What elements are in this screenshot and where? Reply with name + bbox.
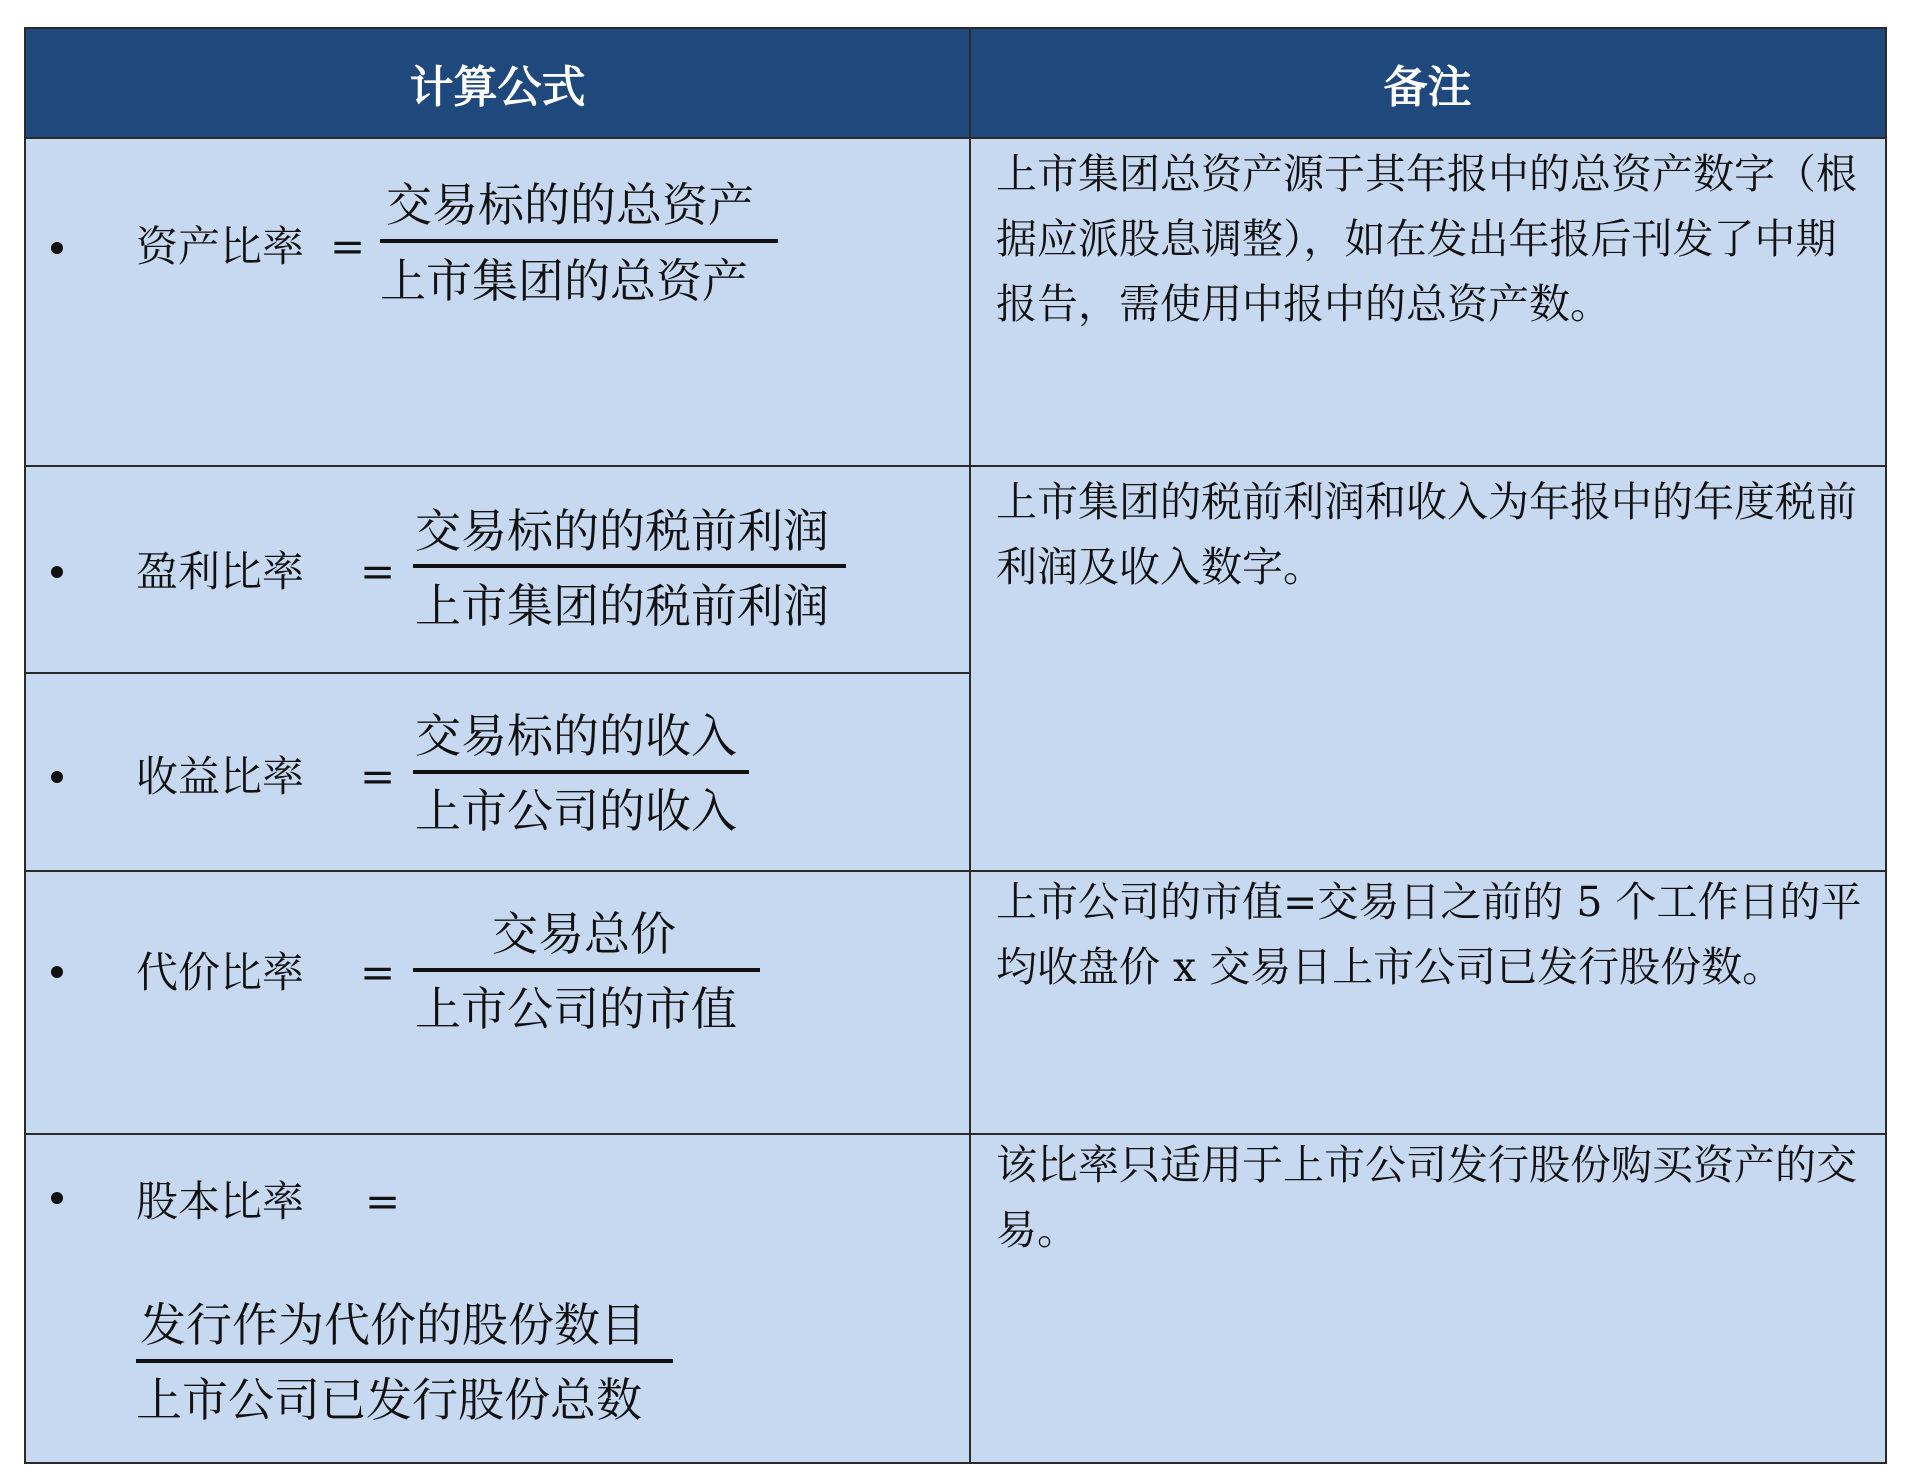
ratio-label-revenue: 收益比率 [136, 752, 305, 801]
bullet-dot [51, 1192, 63, 1204]
header-remarks: 备注 [970, 28, 1885, 138]
fraction-denominator: 上市公司的市值 [415, 982, 737, 1036]
border-left [24, 27, 26, 1464]
header-formula: 计算公式 [25, 28, 970, 138]
border-header-bottom [25, 137, 1886, 139]
fraction-numerator: 交易标的的总资产 [386, 178, 754, 232]
fraction-denominator: 上市公司已发行股份总数 [136, 1373, 642, 1427]
fraction-numerator: 发行作为代价的股份数目 [140, 1298, 646, 1352]
bullet-dot [51, 966, 63, 978]
border-row2-bottom [25, 672, 970, 674]
fraction-bar [413, 968, 760, 972]
equals-sign: = [360, 948, 396, 997]
note-profit-revenue: 上市集团的税前利润和收入为年报中的年度税前利润及收入数字。 [996, 478, 1857, 591]
border-top [25, 27, 1886, 29]
fraction-numerator: 交易标的的税前利润 [415, 504, 829, 558]
note-asset: 上市集团总资产源于其年报中的总资产数字（根据应派股息调整），如在发出年报后刊发了中期报告，需使用中报中的总资产数。 [996, 150, 1857, 328]
fraction-denominator: 上市公司的收入 [415, 784, 737, 838]
ratio-label-equity: 股本比率 [136, 1177, 305, 1226]
fraction-bar [413, 770, 749, 774]
note-equity: 该比率只适用于上市公司发行股份购买资产的交易。 [996, 1141, 1857, 1254]
fraction-numerator: 交易标的的收入 [415, 709, 737, 763]
border-middle [969, 27, 971, 1464]
bullet-dot [51, 242, 63, 254]
equals-sign: = [365, 1177, 401, 1226]
equals-sign: = [360, 547, 396, 596]
bullet-dot [51, 566, 63, 578]
ratio-label-asset: 资产比率 [136, 222, 305, 271]
fraction-bar [380, 239, 778, 243]
ratio-label-profit: 盈利比率 [136, 547, 305, 596]
fraction-bar [413, 564, 846, 568]
border-bottom [25, 1462, 1886, 1464]
ratio-label-consideration: 代价比率 [136, 948, 305, 997]
note-consideration: 上市公司的市值=交易日之前的 5 个工作日的平均收盘价 x 交易日上市公司已发行股份数。 [996, 878, 1862, 991]
border-right [1885, 27, 1887, 1464]
border-row1-bottom [25, 465, 1886, 467]
bullet-dot [51, 771, 63, 783]
fraction-bar [136, 1359, 673, 1363]
equals-sign: = [360, 752, 396, 801]
equals-sign: = [330, 222, 366, 271]
fraction-denominator: 上市集团的税前利润 [415, 579, 829, 633]
fraction-denominator: 上市集团的总资产 [380, 254, 748, 308]
fraction-numerator: 交易总价 [492, 907, 676, 961]
